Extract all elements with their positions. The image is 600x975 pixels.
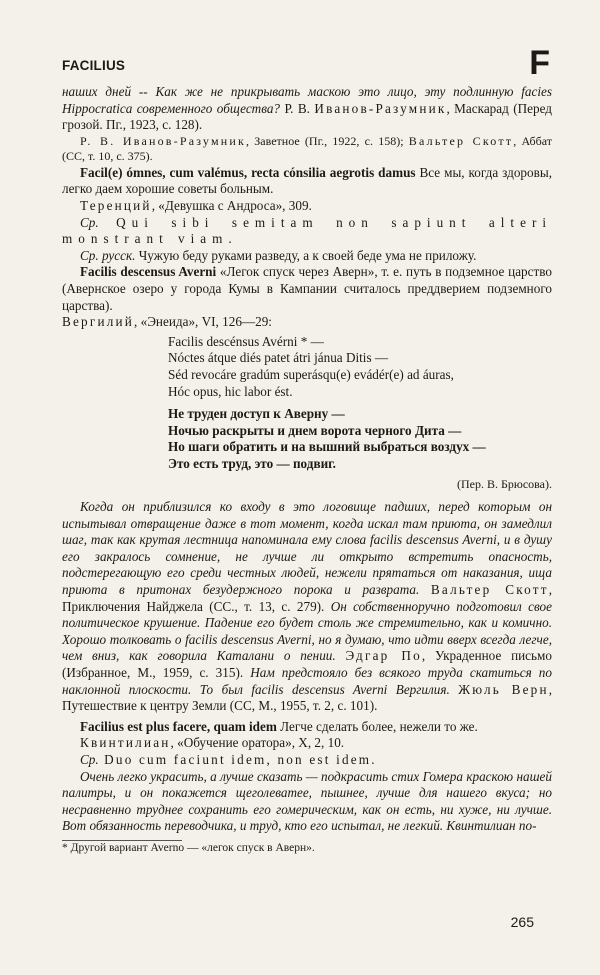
verse-translation-line: Не труден доступ к Аверну — bbox=[168, 406, 345, 422]
verse-translation-line: Это есть труд, это — подвиг. bbox=[168, 455, 336, 471]
page-number: 265 bbox=[510, 914, 534, 930]
literary-quotes: Когда он приблизился ко входу в это логовище падших, перед которым он испытывал отвращение даже в тот момент, когда искал там приюта, он замедлил шаг, так как крутая лестница напоминала ему слова facilis descensus Averni, и в душу его закралось сомнение, не лучше ли открыто встретить опасность, подстерегающую его среди честных людей, нежели прятаться от наказания, ища приюта в притонах безудержного порока и разврата. Вальтер Скотт, Приключения Найджела (СС., т. 13, с. 279). Он собственноручно подготовил свое политическое крушение. Падение его будет столь же стремительно, как и комично. Хорошо толковать о facilis descensus Averni, но я думаю, что идти вверх всегда легче, чем вниз, как говорила Каталани о пении. Эдгар По, Украденное письмо (Избранное, М., 1959, с. 315). Нам предстояло без всякого труда скатиться по наклонной плоскости. То был facilis descensus Averni Вергилия. Жюль Верн, Путешествие к центру Земли (СС, М., 1955, т. 2, с. 101). bbox=[62, 499, 552, 714]
verse-line: Hóc opus, hic labor ést. bbox=[168, 383, 293, 399]
verse-translation-line: Но шаги обратить и на вышний выбраться воздух — bbox=[168, 439, 486, 455]
entry-facilius-est: Facilius est plus facere, quam idem Легче сделать более, нежели то же. bbox=[80, 718, 478, 734]
body-text bbox=[62, 84, 552, 856]
entry-facilis-descensus: Facilis descensus Averni «Легок спуск через Аверн», т. е. путь в подземное царство (Авернское озеро у города Кумы в Кампании считалось преддверием подземного царства). bbox=[62, 264, 552, 313]
sources-line: Р. В. Иванов-Разумник, Заветное (Пг., 1922, с. 158); Вальтер Скотт, Аббат (СС, т. 10, с. 375). bbox=[62, 133, 552, 164]
verse-translation-line: Ночью раскрыты и днем ворота черного Дита — bbox=[168, 422, 462, 438]
entry-terence-source: Теренций, «Девушка с Андроса», 309. bbox=[80, 197, 312, 213]
quote-homer: Очень легко украсить, а лучше сказать — подкрасить стих Гомера краскою нашей палитры, и он покажется щеголеватее, пышнее, лучше для нашего вкуса; но несравненно труднее сохранить его гомерическим, как он есть, ни хуже, ни лучше. Вот обязанность переводчика, и труд, кто его испытал, не легкий. Квинтилиан по- bbox=[62, 768, 552, 834]
page-content bbox=[62, 44, 552, 856]
verse-line: Nóctes átque diés patet átri jánua Ditis — bbox=[168, 350, 389, 366]
running-header bbox=[62, 44, 552, 84]
entry-compare-duo: Ср. Duo cum faciunt idem, non est idem. bbox=[80, 751, 377, 767]
entry-facile-omnes: Facil(e) ómnes, cum valémus, recta cónsilia aegrotis damus Все мы, когда здоровы, легко даем хорошие советы больным. bbox=[62, 164, 552, 197]
entry-compare-russian: Ср. русск. Чужую беду руками разведу, а к своей беде ума не приложу. bbox=[80, 247, 477, 263]
entry-virgil-source: Вергилий, «Энеида», VI, 126—29: bbox=[62, 314, 272, 330]
entry-quintilian-source: Квинтилиан, «Обучение оратора», X, 2, 10. bbox=[80, 735, 345, 751]
header-word: FACILIUS bbox=[62, 58, 126, 73]
entry-compare-latin: Ср. Qui sibi semitam non sapiunt alteri monstrant viam. bbox=[62, 214, 552, 247]
footnote: * Другой вариант Averno — «легок спуск в Аверн». bbox=[62, 841, 315, 854]
header-letter: F bbox=[529, 44, 550, 82]
verse-line: Séd revocáre gradúm superásqu(e) evádér(e) ad áuras, bbox=[168, 366, 454, 382]
quote-continuation: наших дней -- Как же не прикрывать маскою это лицо, эту подлинную facies Hippocratica современного общества? Р. В. Иванов-Разумник, Маскарад (Перед грозой. Пг., 1923, с. 128). bbox=[62, 84, 553, 133]
translator-credit: (Пер. В. Брюсова). bbox=[456, 477, 552, 492]
verse-line: Facilis descénsus Avérni * — bbox=[168, 333, 324, 349]
latin-verse bbox=[168, 334, 552, 473]
